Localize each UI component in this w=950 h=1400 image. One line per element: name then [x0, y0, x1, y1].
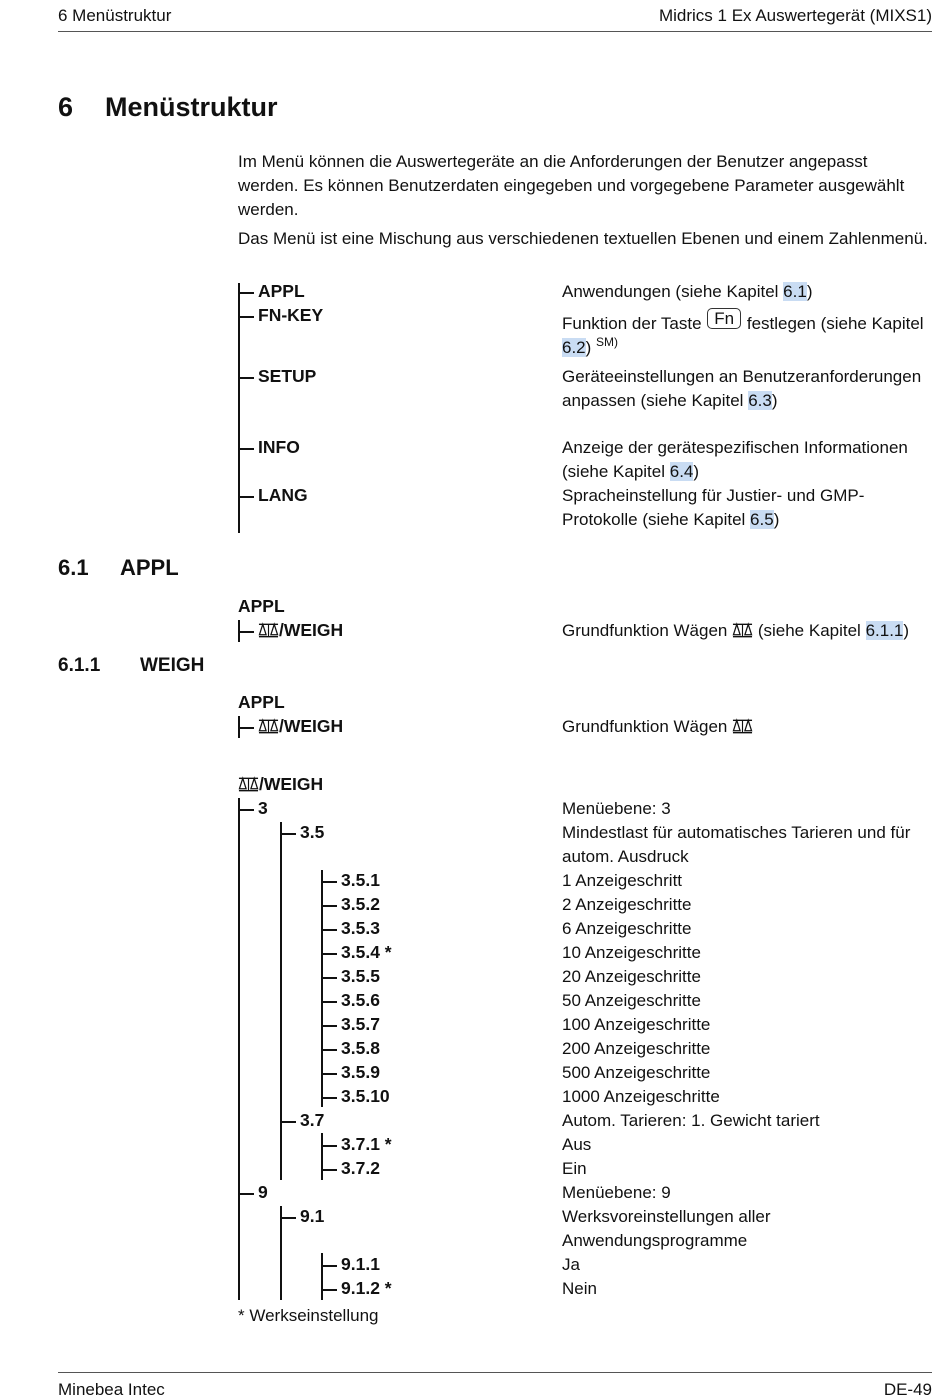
menu-item-appl: APPL [258, 281, 305, 301]
menu-code-desc: 2 Anzeigeschritte [562, 895, 692, 914]
menu-code-desc: Ja [562, 1255, 580, 1274]
menu-code-label: 9.1.1 [341, 1254, 380, 1274]
menu-item-fnkey: FN-KEY [258, 305, 324, 325]
page-number: DE-49 [883, 1380, 932, 1399]
menu-item-setup: SETUP [258, 366, 317, 386]
chapter-ref-link[interactable]: 6.1.1 [865, 621, 904, 640]
sec-6-1-1-item: /WEIGH [258, 716, 343, 737]
sec-6-1-1-root: APPL [238, 692, 285, 712]
chapter-title-text: Menüstruktur [105, 92, 278, 122]
menu-item-info: INFO [258, 437, 300, 457]
menu-code-desc: Menüebene: 9 [562, 1183, 671, 1202]
menu-code-label: 3.5.10 [341, 1086, 390, 1106]
menu-code-label: 3.7.1 * [341, 1134, 392, 1154]
chapter-ref-link[interactable]: 6.3 [748, 391, 772, 410]
scale-weigh-icon [258, 718, 279, 734]
chapter-ref-link[interactable]: 6.2 [562, 338, 586, 357]
sec-6-1-root: APPL [238, 596, 285, 616]
tree-branch [321, 1073, 337, 1075]
tree-branch [238, 631, 254, 633]
scale-weigh-icon [732, 718, 753, 734]
chapter-ref-link[interactable]: 6.1 [783, 282, 807, 301]
tree-branch [238, 1193, 254, 1195]
tree-branch [238, 292, 254, 294]
menu-code-desc: Werksvoreinstellungen aller Anwendungsprogramme [562, 1207, 771, 1250]
tree-branch [321, 1169, 337, 1171]
tree-branch [321, 1001, 337, 1003]
menu-code-label: 3.5.8 [341, 1038, 380, 1058]
running-header-left: 6 Menüstruktur [58, 6, 172, 25]
fn-key-symbol: Fn [707, 308, 741, 329]
tree-branch [321, 977, 337, 979]
menu-code-label: 3.7 [300, 1110, 325, 1130]
menu-code-label: 3.5 [300, 822, 325, 842]
menu-item-lang: LANG [258, 485, 308, 505]
menu-code-label: 3.7.2 [341, 1158, 380, 1178]
tree-branch [238, 727, 254, 729]
tree-branch [321, 881, 337, 883]
menu-code-label: 9.1.2 * [341, 1278, 392, 1298]
tree-branch [238, 496, 254, 498]
menu-code-desc: 50 Anzeigeschritte [562, 991, 701, 1010]
tree-branch [321, 1289, 337, 1291]
tree-branch [238, 316, 254, 318]
menu-code-desc: 10 Anzeigeschritte [562, 943, 701, 962]
tree-branch [321, 1025, 337, 1027]
header-rule [58, 31, 932, 32]
tree-line [321, 1133, 323, 1180]
sec-6-1-item: /WEIGH [258, 620, 343, 641]
menu-code-desc: 500 Anzeigeschritte [562, 1063, 711, 1082]
tree-branch [321, 905, 337, 907]
menu-code-desc: Aus [562, 1135, 592, 1154]
intro-paragraph-2: Das Menü ist eine Mischung aus verschiedenen textuellen Ebenen und einem Zahlenmenü. [238, 229, 928, 248]
tree-line [280, 822, 282, 1180]
tree-branch [321, 953, 337, 955]
menu-code-label: 3.5.2 [341, 894, 380, 914]
tree-line [238, 798, 240, 1300]
section-title-6-1: 6.1 APPL [58, 555, 179, 580]
menu-code-desc: 1 Anzeigeschritt [562, 871, 683, 890]
menu-code-desc: Autom. Tarieren: 1. Gewicht tariert [562, 1111, 820, 1130]
tree-branch [321, 1097, 337, 1099]
chapter-ref-link[interactable]: 6.5 [750, 510, 774, 529]
tree-branch [321, 929, 337, 931]
intro-paragraph-1: Im Menü können die Auswertegeräte an die Anforderungen der Benutzer angepasst werden. Es können Benutzerdaten eingegeben und vorgegebene Parameter ausgewählt werden. [238, 152, 905, 219]
tree-branch [321, 1145, 337, 1147]
section-title-6-1-1: 6.1.1 WEIGH [58, 655, 205, 676]
menu-code-desc: Mindestlast für automatisches Tarieren und für autom. Ausdruck [562, 823, 911, 866]
scale-weigh-icon [258, 622, 279, 638]
menu-code-label: 3.5.7 [341, 1014, 380, 1034]
tree-branch [280, 1217, 296, 1219]
menu-code-desc: 200 Anzeigeschritte [562, 1039, 711, 1058]
menu-code-desc: 6 Anzeigeschritte [562, 919, 692, 938]
menu-code-label: 3.5.6 [341, 990, 380, 1010]
menu-code-desc: 1000 Anzeigeschritte [562, 1087, 720, 1106]
menu-code-label: 3.5.4 * [341, 942, 392, 962]
sec-6-1-1-item-desc: Grundfunktion Wägen [562, 715, 930, 739]
tree-branch [321, 1049, 337, 1051]
tree-line [321, 1253, 323, 1300]
footer-left: Minebea Intec [58, 1380, 165, 1399]
chapter-number: 6 [58, 92, 74, 122]
menu-code-desc: 100 Anzeigeschritte [562, 1015, 711, 1034]
tree-line [280, 1206, 282, 1300]
menu-code-desc: Nein [562, 1279, 597, 1298]
menu-item-fnkey-desc: Funktion der Taste Fn festlegen (siehe Kapitel 6.2) $^{SM)}$ [562, 309, 924, 357]
menu-item-info-desc: Anzeige der gerätespezifischen Informationen (siehe Kapitel 6.4) [562, 438, 908, 481]
tree-branch [238, 448, 254, 450]
chapter-ref-link[interactable]: 6.4 [669, 462, 694, 481]
menu-code-label: 9 [258, 1182, 268, 1202]
tree-branch [321, 1265, 337, 1267]
menu-code-label: 9.1 [300, 1206, 325, 1226]
menu-item-setup-desc: Geräteeinstellungen an Benutzeranforderungen anpassen (siehe Kapitel 6.3) [562, 367, 922, 410]
weigh-tree-root: /WEIGH [238, 774, 323, 795]
menu-code-label: 3.5.9 [341, 1062, 380, 1082]
menu-code-label: 3.5.3 [341, 918, 380, 938]
scale-weigh-icon [732, 622, 753, 638]
running-header-right: Midrics 1 Ex Auswertegerät (MIXS1) [658, 6, 932, 25]
menu-code-label: 3.5.1 [341, 870, 380, 890]
menu-code-desc: 20 Anzeigeschritte [562, 967, 701, 986]
superscript-note: SM) [596, 335, 619, 349]
menu-item-appl-desc: Anwendungen (siehe Kapitel 6.1) [562, 282, 813, 301]
menu-code-desc: Menüebene: 3 [562, 799, 671, 818]
tree-branch [238, 377, 254, 379]
footer-rule [58, 1372, 932, 1373]
tree-branch [238, 809, 254, 811]
chapter-title [58, 92, 278, 123]
scale-weigh-icon [238, 776, 259, 792]
menu-item-lang-desc: Spracheinstellung für Justier- und GMP-Protokolle (siehe Kapitel 6.5) [562, 486, 865, 529]
menu-code-desc: Ein [562, 1159, 587, 1178]
footnote: * Werkseinstellung [238, 1306, 379, 1325]
tree-branch [280, 833, 296, 835]
tree-branch [280, 1121, 296, 1123]
sec-6-1-item-desc: Grundfunktion Wägen (siehe Kapitel 6.1.1) [562, 621, 910, 640]
menu-code-label: 3 [258, 798, 268, 818]
menu-code-label: 3.5.5 [341, 966, 380, 986]
